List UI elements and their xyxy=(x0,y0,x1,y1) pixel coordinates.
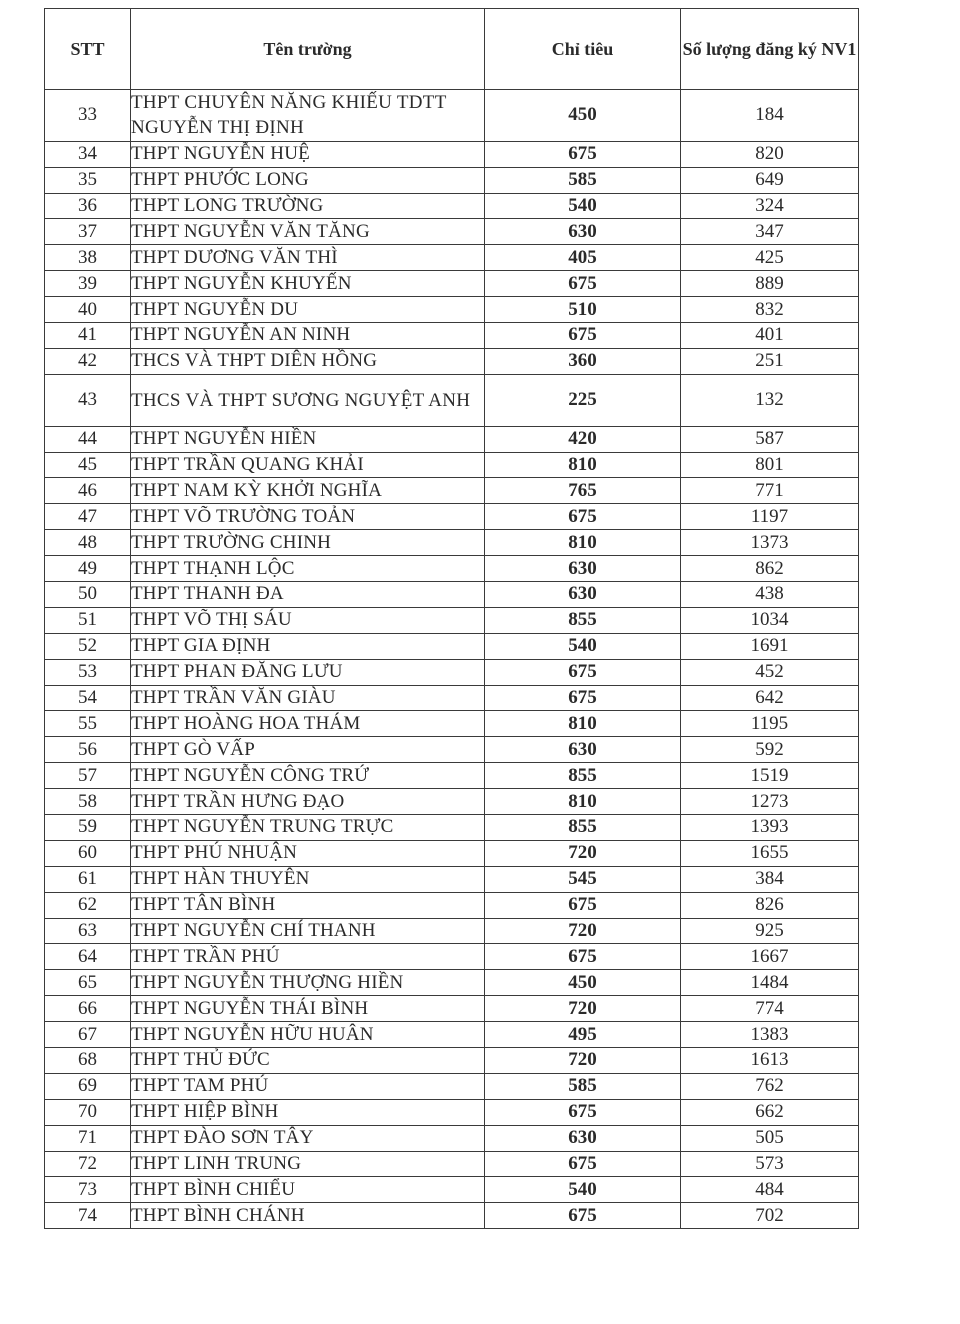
registered-cell: 702 xyxy=(681,1203,859,1229)
quota-cell: 450 xyxy=(485,970,681,996)
registered-cell: 251 xyxy=(681,348,859,374)
school-name-cell: THPT TÂN BÌNH xyxy=(131,892,485,918)
registered-cell: 820 xyxy=(681,141,859,167)
quota-cell: 545 xyxy=(485,866,681,892)
quota-cell: 675 xyxy=(485,323,681,349)
quota-cell: 630 xyxy=(485,219,681,245)
table-row xyxy=(45,193,859,219)
table-row xyxy=(45,426,859,452)
school-name-cell: THPT CHUYÊN NĂNG KHIẾU TDTT NGUYỄN THỊ ĐỊNH xyxy=(131,90,485,142)
school-name-cell: THPT PHAN ĐĂNG LƯU xyxy=(131,659,485,685)
stt-cell: 74 xyxy=(45,1203,131,1229)
registered-cell: 1613 xyxy=(681,1047,859,1073)
quota-cell: 585 xyxy=(485,1073,681,1099)
table-row xyxy=(45,297,859,323)
school-name-cell: THPT NGUYỄN HIỀN xyxy=(131,426,485,452)
quota-cell: 630 xyxy=(485,737,681,763)
school-name-cell: THPT TRƯỜNG CHINH xyxy=(131,530,485,556)
school-name-cell: THPT NGUYỄN HUỆ xyxy=(131,141,485,167)
header-registered-nv1: Số lượng đăng ký NV1 xyxy=(681,9,859,90)
school-name-cell: THPT NGUYỄN CHÍ THANH xyxy=(131,918,485,944)
registered-cell: 1197 xyxy=(681,504,859,530)
registered-cell: 587 xyxy=(681,426,859,452)
stt-cell: 58 xyxy=(45,789,131,815)
stt-cell: 71 xyxy=(45,1125,131,1151)
stt-cell: 49 xyxy=(45,556,131,582)
registered-cell: 889 xyxy=(681,271,859,297)
stt-cell: 39 xyxy=(45,271,131,297)
stt-cell: 69 xyxy=(45,1073,131,1099)
quota-cell: 675 xyxy=(485,504,681,530)
stt-cell: 54 xyxy=(45,685,131,711)
quota-cell: 585 xyxy=(485,167,681,193)
school-name-cell: THPT NGUYỄN VĂN TĂNG xyxy=(131,219,485,245)
registered-cell: 1034 xyxy=(681,607,859,633)
table-row xyxy=(45,685,859,711)
registered-cell: 184 xyxy=(681,90,859,142)
table-row xyxy=(45,530,859,556)
quota-cell: 675 xyxy=(485,141,681,167)
quota-cell: 630 xyxy=(485,581,681,607)
quota-cell: 810 xyxy=(485,452,681,478)
quota-cell: 810 xyxy=(485,789,681,815)
quota-cell: 540 xyxy=(485,1177,681,1203)
quota-cell: 675 xyxy=(485,271,681,297)
registered-cell: 762 xyxy=(681,1073,859,1099)
table-row xyxy=(45,866,859,892)
table-row xyxy=(45,504,859,530)
school-name-cell: THPT NGUYỄN AN NINH xyxy=(131,323,485,349)
table-row xyxy=(45,814,859,840)
quota-cell: 855 xyxy=(485,607,681,633)
stt-cell: 65 xyxy=(45,970,131,996)
table-row xyxy=(45,90,859,142)
stt-cell: 38 xyxy=(45,245,131,271)
registered-cell: 592 xyxy=(681,737,859,763)
stt-cell: 51 xyxy=(45,607,131,633)
stt-cell: 48 xyxy=(45,530,131,556)
school-name-cell: THPT THỦ ĐỨC xyxy=(131,1047,485,1073)
quota-cell: 450 xyxy=(485,90,681,142)
stt-cell: 40 xyxy=(45,297,131,323)
registered-cell: 484 xyxy=(681,1177,859,1203)
registered-cell: 1373 xyxy=(681,530,859,556)
quota-cell: 765 xyxy=(485,478,681,504)
school-name-cell: THPT HOÀNG HOA THÁM xyxy=(131,711,485,737)
table-row xyxy=(45,271,859,297)
school-name-cell: THPT BÌNH CHIỂU xyxy=(131,1177,485,1203)
quota-cell: 720 xyxy=(485,840,681,866)
header-quota: Chỉ tiêu xyxy=(485,9,681,90)
registered-cell: 324 xyxy=(681,193,859,219)
quota-cell: 675 xyxy=(485,1203,681,1229)
school-name-cell: THPT THẠNH LỘC xyxy=(131,556,485,582)
stt-cell: 47 xyxy=(45,504,131,530)
stt-cell: 57 xyxy=(45,763,131,789)
registered-cell: 642 xyxy=(681,685,859,711)
quota-cell: 675 xyxy=(485,1151,681,1177)
quota-cell: 420 xyxy=(485,426,681,452)
table-row xyxy=(45,633,859,659)
school-name-cell: THPT ĐÀO SƠN TÂY xyxy=(131,1125,485,1151)
table-row xyxy=(45,737,859,763)
stt-cell: 36 xyxy=(45,193,131,219)
quota-cell: 675 xyxy=(485,685,681,711)
stt-cell: 43 xyxy=(45,374,131,426)
enrollment-table xyxy=(44,8,859,1229)
registered-cell: 438 xyxy=(681,581,859,607)
table-row xyxy=(45,763,859,789)
school-name-cell: THPT NGUYỄN THÁI BÌNH xyxy=(131,996,485,1022)
stt-cell: 53 xyxy=(45,659,131,685)
table-row xyxy=(45,1151,859,1177)
registered-cell: 1655 xyxy=(681,840,859,866)
stt-cell: 63 xyxy=(45,918,131,944)
table-row xyxy=(45,1177,859,1203)
table-row xyxy=(45,1203,859,1229)
stt-cell: 66 xyxy=(45,996,131,1022)
table-row xyxy=(45,840,859,866)
quota-cell: 720 xyxy=(485,996,681,1022)
quota-cell: 810 xyxy=(485,711,681,737)
table-row xyxy=(45,374,859,426)
registered-cell: 132 xyxy=(681,374,859,426)
registered-cell: 573 xyxy=(681,1151,859,1177)
school-name-cell: THPT LINH TRUNG xyxy=(131,1151,485,1177)
stt-cell: 44 xyxy=(45,426,131,452)
stt-cell: 46 xyxy=(45,478,131,504)
school-name-cell: THPT HIỆP BÌNH xyxy=(131,1099,485,1125)
registered-cell: 826 xyxy=(681,892,859,918)
quota-cell: 855 xyxy=(485,814,681,840)
quota-cell: 630 xyxy=(485,1125,681,1151)
quota-cell: 675 xyxy=(485,1099,681,1125)
table-row xyxy=(45,556,859,582)
registered-cell: 832 xyxy=(681,297,859,323)
school-name-cell: THPT VÕ TRƯỜNG TOẢN xyxy=(131,504,485,530)
table-row xyxy=(45,892,859,918)
quota-cell: 810 xyxy=(485,530,681,556)
table-row xyxy=(45,944,859,970)
school-name-cell: THPT DƯƠNG VĂN THÌ xyxy=(131,245,485,271)
registered-cell: 452 xyxy=(681,659,859,685)
table-row xyxy=(45,1125,859,1151)
table-row xyxy=(45,348,859,374)
school-name-cell: THPT TRẦN QUANG KHẢI xyxy=(131,452,485,478)
quota-cell: 720 xyxy=(485,918,681,944)
table-row xyxy=(45,245,859,271)
quota-cell: 675 xyxy=(485,944,681,970)
table-body xyxy=(45,90,859,1229)
school-name-cell: THPT PHÚ NHUẬN xyxy=(131,840,485,866)
registered-cell: 771 xyxy=(681,478,859,504)
stt-cell: 67 xyxy=(45,1022,131,1048)
school-name-cell: THPT NGUYỄN KHUYẾN xyxy=(131,271,485,297)
school-name-cell: THPT VÕ THỊ SÁU xyxy=(131,607,485,633)
stt-cell: 68 xyxy=(45,1047,131,1073)
quota-cell: 495 xyxy=(485,1022,681,1048)
stt-cell: 37 xyxy=(45,219,131,245)
registered-cell: 1195 xyxy=(681,711,859,737)
table-row xyxy=(45,996,859,1022)
school-name-cell: THPT TRẦN PHÚ xyxy=(131,944,485,970)
table-row xyxy=(45,1073,859,1099)
registered-cell: 1484 xyxy=(681,970,859,996)
header-row xyxy=(45,9,859,90)
school-name-cell: THCS VÀ THPT DIÊN HỒNG xyxy=(131,348,485,374)
registered-cell: 1667 xyxy=(681,944,859,970)
registered-cell: 1273 xyxy=(681,789,859,815)
stt-cell: 41 xyxy=(45,323,131,349)
table-header xyxy=(45,9,859,90)
stt-cell: 42 xyxy=(45,348,131,374)
stt-cell: 55 xyxy=(45,711,131,737)
quota-cell: 630 xyxy=(485,556,681,582)
stt-cell: 34 xyxy=(45,141,131,167)
header-stt: STT xyxy=(45,9,131,90)
table-row xyxy=(45,711,859,737)
table-row xyxy=(45,219,859,245)
registered-cell: 925 xyxy=(681,918,859,944)
registered-cell: 425 xyxy=(681,245,859,271)
school-name-cell: THPT GIA ĐỊNH xyxy=(131,633,485,659)
stt-cell: 50 xyxy=(45,581,131,607)
school-name-cell: THPT PHƯỚC LONG xyxy=(131,167,485,193)
quota-cell: 540 xyxy=(485,633,681,659)
registered-cell: 1393 xyxy=(681,814,859,840)
registered-cell: 801 xyxy=(681,452,859,478)
quota-cell: 405 xyxy=(485,245,681,271)
school-name-cell: THPT NGUYỄN TRUNG TRỰC xyxy=(131,814,485,840)
stt-cell: 33 xyxy=(45,90,131,142)
registered-cell: 347 xyxy=(681,219,859,245)
school-name-cell: THPT HÀN THUYÊN xyxy=(131,866,485,892)
registered-cell: 662 xyxy=(681,1099,859,1125)
stt-cell: 70 xyxy=(45,1099,131,1125)
table-row xyxy=(45,478,859,504)
quota-cell: 360 xyxy=(485,348,681,374)
quota-cell: 225 xyxy=(485,374,681,426)
stt-cell: 59 xyxy=(45,814,131,840)
table-row xyxy=(45,141,859,167)
quota-cell: 855 xyxy=(485,763,681,789)
stt-cell: 64 xyxy=(45,944,131,970)
school-name-cell: THPT THANH ĐA xyxy=(131,581,485,607)
school-name-cell: THPT NAM KỲ KHỞI NGHĨA xyxy=(131,478,485,504)
quota-cell: 540 xyxy=(485,193,681,219)
school-name-cell: THPT BÌNH CHÁNH xyxy=(131,1203,485,1229)
school-name-cell: THPT GÒ VẤP xyxy=(131,737,485,763)
registered-cell: 649 xyxy=(681,167,859,193)
registered-cell: 862 xyxy=(681,556,859,582)
school-name-cell: THPT LONG TRƯỜNG xyxy=(131,193,485,219)
table-row xyxy=(45,789,859,815)
registered-cell: 1691 xyxy=(681,633,859,659)
registered-cell: 505 xyxy=(681,1125,859,1151)
quota-cell: 675 xyxy=(485,659,681,685)
registered-cell: 1383 xyxy=(681,1022,859,1048)
quota-cell: 675 xyxy=(485,892,681,918)
stt-cell: 73 xyxy=(45,1177,131,1203)
stt-cell: 35 xyxy=(45,167,131,193)
registered-cell: 1519 xyxy=(681,763,859,789)
table-row xyxy=(45,918,859,944)
table-row xyxy=(45,607,859,633)
stt-cell: 62 xyxy=(45,892,131,918)
table-row xyxy=(45,1047,859,1073)
stt-cell: 60 xyxy=(45,840,131,866)
school-name-cell: THPT TRẦN VĂN GIÀU xyxy=(131,685,485,711)
table-row xyxy=(45,323,859,349)
school-name-cell: THCS VÀ THPT SƯƠNG NGUYỆT ANH xyxy=(131,374,485,426)
school-name-cell: THPT NGUYỄN HỮU HUÂN xyxy=(131,1022,485,1048)
school-name-cell: THPT TAM PHÚ xyxy=(131,1073,485,1099)
quota-cell: 510 xyxy=(485,297,681,323)
table-row xyxy=(45,970,859,996)
header-school-name: Tên trường xyxy=(131,9,485,90)
registered-cell: 401 xyxy=(681,323,859,349)
table-row xyxy=(45,1022,859,1048)
registered-cell: 774 xyxy=(681,996,859,1022)
school-name-cell: THPT TRẦN HƯNG ĐẠO xyxy=(131,789,485,815)
stt-cell: 72 xyxy=(45,1151,131,1177)
stt-cell: 61 xyxy=(45,866,131,892)
table-row xyxy=(45,581,859,607)
stt-cell: 45 xyxy=(45,452,131,478)
table-row xyxy=(45,1099,859,1125)
stt-cell: 52 xyxy=(45,633,131,659)
table-row xyxy=(45,167,859,193)
registered-cell: 384 xyxy=(681,866,859,892)
school-name-cell: THPT NGUYỄN THƯỢNG HIỀN xyxy=(131,970,485,996)
stt-cell: 56 xyxy=(45,737,131,763)
quota-cell: 720 xyxy=(485,1047,681,1073)
school-name-cell: THPT NGUYỄN DU xyxy=(131,297,485,323)
table-row xyxy=(45,659,859,685)
table-row xyxy=(45,452,859,478)
school-name-cell: THPT NGUYỄN CÔNG TRỨ xyxy=(131,763,485,789)
